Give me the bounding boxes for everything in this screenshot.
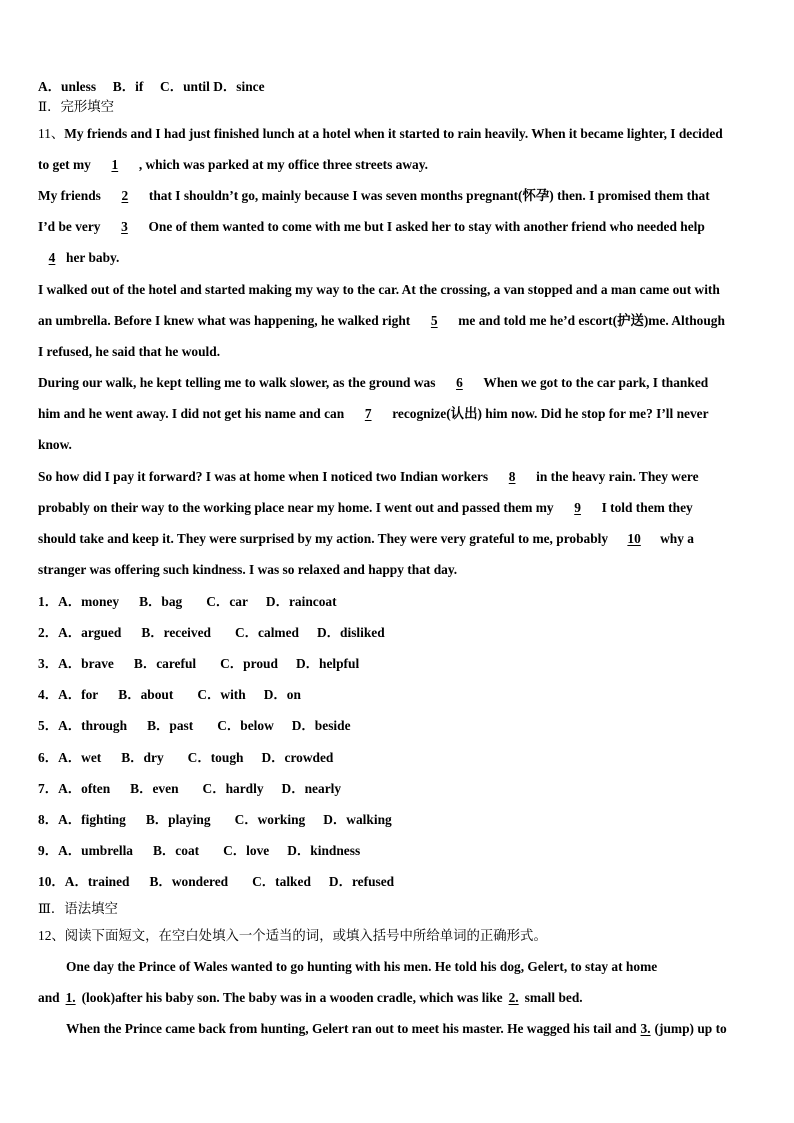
choice-row <box>38 593 337 611</box>
choice-row <box>38 811 392 829</box>
passage-line: 4 her baby. <box>38 249 119 267</box>
choice-option-b[interactable]: B．coat <box>152 842 200 858</box>
choice-option-d[interactable]: D．kindness <box>287 842 361 858</box>
choice-option-c[interactable]: C．hardly <box>202 780 264 796</box>
section-3-title: Ⅲ．语法填空 <box>38 901 118 916</box>
choice-option-b[interactable]: B．careful <box>133 656 197 672</box>
choice-number: 10． <box>38 873 65 889</box>
choice-option-d[interactable]: D．walking <box>323 811 392 827</box>
passage-line: should take and keep it. They were surprised by my action. They were very grateful to me, probably 10 why a <box>38 531 694 546</box>
choice-number: 1． <box>38 594 59 609</box>
choice-number: 5． <box>38 718 59 734</box>
choice-number: 9． <box>38 842 59 858</box>
passage-line: So how did I pay it forward? I was at home when I noticed two Indian workers 8 in the heavy rain. They were <box>38 469 699 484</box>
blank-4[interactable]: 4 <box>48 250 56 265</box>
choice-option-c[interactable]: C．love <box>223 842 270 858</box>
choice-option-a[interactable]: A．for <box>58 687 99 703</box>
choice-option-a[interactable]: A．wet <box>58 749 102 765</box>
blank-8[interactable]: 8 <box>508 469 516 484</box>
grammar-blank-2[interactable]: 2. <box>508 990 519 1005</box>
choice-option-b[interactable]: B．even <box>130 780 179 796</box>
choice-option-d[interactable]: D．disliked <box>316 625 385 641</box>
choice-option-c[interactable]: C．tough <box>187 749 244 765</box>
choice-option-b[interactable]: B．dry <box>121 749 164 765</box>
choice-option-d[interactable]: D．on <box>263 687 301 703</box>
blank-9[interactable]: 9 <box>574 500 581 515</box>
blank-7[interactable]: 7 <box>364 406 372 421</box>
blank-2[interactable]: 2 <box>121 188 129 203</box>
choice-number: 7． <box>38 780 59 796</box>
choice-option-d[interactable]: D．nearly <box>281 780 342 796</box>
choice-number: 6． <box>38 749 59 765</box>
choice-option-b[interactable]: B．received <box>141 625 211 641</box>
choice-option-c[interactable]: C．below <box>217 718 274 734</box>
choice-option-a[interactable]: A．fighting <box>58 811 126 827</box>
grammar-blank-1[interactable]: 1. <box>65 990 76 1005</box>
choice-number: 3． <box>38 656 59 672</box>
choice-option-d[interactable]: D．refused <box>328 873 395 889</box>
choice-option-d[interactable]: D．crowded <box>261 749 334 765</box>
passage-line: My friends 2 that I shouldn’t go, mainly because I was seven months pregnant(怀孕) then. I promised them that <box>38 188 710 203</box>
passage-line: to get my 1 , which was parked at my office three streets away. <box>38 157 429 172</box>
choice-row <box>38 842 360 860</box>
choice-row <box>38 749 333 767</box>
choice-option-a[interactable]: A．often <box>58 780 111 796</box>
choice-option-a[interactable]: A．money <box>58 594 120 609</box>
passage-line: 11、My friends and I had just finished lunch at a hotel when it started to rain heavily. When it became lighter, I decided <box>38 126 723 141</box>
passage-line: One day the Prince of Wales wanted to go hunting with his men. He told his dog, Gelert, to stay at home <box>66 959 658 974</box>
blank-1[interactable]: 1 <box>111 157 119 172</box>
choice-option-c[interactable]: C．talked <box>252 873 311 889</box>
choice-row <box>38 873 394 891</box>
passage-line: and 1. (look)after his baby son. The baby was in a wooden cradle, which was like 2. small bed. <box>38 990 583 1005</box>
choice-option-c[interactable]: C．proud <box>220 656 278 672</box>
passage-line: know. <box>38 437 72 452</box>
blank-3[interactable]: 3 <box>121 219 128 234</box>
choice-number: 8． <box>38 811 59 827</box>
choice-option-a[interactable]: A．argued <box>58 625 122 641</box>
choice-option-b[interactable]: B．past <box>147 718 194 734</box>
choice-number: 4． <box>38 687 59 703</box>
choice-row <box>38 717 351 735</box>
passage-line: him and he went away. I did not get his name and can 7 recognize(认出) him now. Did he stop for me? I’ll never <box>38 406 709 421</box>
passage-line: I’d be very 3 One of them wanted to come with me but I asked her to stay with another friend who needed help <box>38 219 705 234</box>
passage-line: an umbrella. Before I knew what was happening, he walked right 5 me and told me he’d escort(护送)me. Although <box>38 313 725 328</box>
choice-option-c[interactable]: C．working <box>234 811 306 827</box>
choice-option-b[interactable]: B．playing <box>145 811 211 827</box>
grammar-blank-3[interactable]: 3. <box>640 1021 651 1036</box>
choice-number: 2． <box>38 625 59 641</box>
choice-option-d[interactable]: D．helpful <box>295 656 360 672</box>
choice-row <box>38 780 341 798</box>
passage-line: stranger was offering such kindness. I was so relaxed and happy that day. <box>38 562 458 577</box>
passage-line: I refused, he said that he would. <box>38 344 221 359</box>
top-options: A．unless B．if C．until D．since <box>38 79 265 94</box>
choice-option-c[interactable]: C．calmed <box>235 625 299 641</box>
choice-option-c[interactable]: C．car <box>206 594 248 609</box>
choice-row <box>38 686 301 704</box>
choice-option-a[interactable]: A．umbrella <box>58 842 133 858</box>
passage-line: During our walk, he kept telling me to walk slower, as the ground was 6 When we got to the car park, I thanked <box>38 375 709 390</box>
question-number: 11、 <box>38 126 65 141</box>
choice-option-d[interactable]: D．raincoat <box>265 594 337 609</box>
choice-option-b[interactable]: B．wondered <box>149 873 229 889</box>
passage-line: When the Prince came back from hunting, Gelert ran out to meet his master. He wagged his tail and 3. (jump) up to <box>66 1021 727 1036</box>
blank-10[interactable]: 10 <box>627 531 641 546</box>
choice-option-b[interactable]: B．bag <box>139 594 183 609</box>
choice-option-a[interactable]: A．trained <box>64 873 130 889</box>
section-2-title: Ⅱ．完形填空 <box>38 99 115 114</box>
choice-option-a[interactable]: A．brave <box>58 656 114 672</box>
choice-option-b[interactable]: B．about <box>118 687 174 703</box>
choice-option-d[interactable]: D．beside <box>291 718 351 734</box>
passage-line: I walked out of the hotel and started making my way to the car. At the crossing, a van stopped and a man came out with <box>38 282 720 297</box>
question-12-intro: 12、阅读下面短文，在空白处填入一个适当的词，或填入括号中所给单词的正确形式。 <box>38 928 547 943</box>
blank-5[interactable]: 5 <box>430 313 438 328</box>
choice-row <box>38 624 385 642</box>
passage-line: probably on their way to the working place near my home. I went out and passed them my 9 I told them they <box>38 500 693 515</box>
choice-option-c[interactable]: C．with <box>197 687 246 703</box>
choice-row <box>38 655 359 673</box>
blank-6[interactable]: 6 <box>456 375 463 390</box>
choice-option-a[interactable]: A．through <box>58 718 128 734</box>
